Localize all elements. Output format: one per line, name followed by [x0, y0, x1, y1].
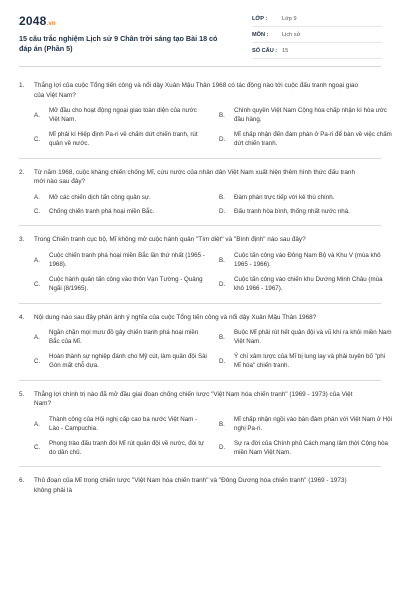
question-4 — [19, 313, 392, 376]
question-number: 1. — [19, 82, 25, 89]
option-text: Thành công của Hội nghị cấp cao ba nước Việt Nam - Lào - Campuchia. — [49, 415, 198, 433]
option-c[interactable] — [34, 352, 207, 371]
meta-subject — [252, 29, 382, 43]
option-text: Mở đầu cho hoạt động ngoại giao toàn diện của nước Việt Nam. — [49, 107, 197, 124]
option-d[interactable] — [219, 352, 392, 371]
question-number: 6. — [19, 477, 25, 485]
page-header — [0, 0, 400, 60]
question-2 — [19, 168, 381, 222]
question-1 — [19, 81, 392, 154]
question-text: Thủ đoạn của Mĩ trong chiến lược "Việt Nam hóa chiến tranh" và "Đông Dương hóa chiến tranh" (1969 - 1973) không phải là — [34, 477, 347, 494]
question-number: 3. — [19, 236, 25, 244]
option-text: Ý chí xâm lược của Mĩ bị lung lay và phải tuyên bố "phi Mĩ hóa" chiến tranh. — [234, 352, 386, 370]
question-text: Thắng lợi chính trị nào đã mở đầu giai đoạn chống chiến lược "Việt Nam hóa chiến tranh" (1969 - 1973) của Việt Nam? — [34, 390, 353, 408]
options — [34, 193, 381, 222]
logo-main: 2048 — [19, 14, 47, 28]
question-6-stem — [19, 476, 381, 495]
option-text: Mĩ chấp nhận đến đàm phán ở Pa-ri để bàn về việc chấm dứt chiến tranh. — [234, 130, 392, 148]
option-letter: B. — [219, 333, 225, 341]
question-number: 5. — [19, 390, 25, 398]
question-text: Nội dung nào sau đây phản ánh ý nghĩa của cuộc Tổng tiến công và nổi dậy Xuân Mậu Thân 1968? — [34, 313, 317, 321]
option-a[interactable] — [34, 251, 207, 270]
question-2-stem — [19, 168, 381, 187]
option-c[interactable] — [34, 439, 207, 458]
option-letter: C. — [34, 357, 41, 365]
options — [34, 415, 392, 463]
option-text: Mĩ chấp nhận ngồi vào bàn đàm phán với Việt Nam ở Hội nghị Pa-ri. — [234, 415, 392, 433]
option-letter: A. — [34, 193, 40, 201]
option-letter: B. — [219, 193, 225, 201]
option-c[interactable] — [34, 130, 207, 149]
option-text: Mĩ phải kí Hiệp định Pa-ri về chấm dứt chiến tranh, rút quân về nước. — [49, 130, 198, 148]
question-3 — [19, 235, 381, 298]
option-letter: D. — [219, 135, 226, 143]
option-text: Chống chiến tranh phá hoại miền Bắc. — [49, 208, 155, 216]
option-letter: D. — [219, 444, 226, 452]
question-4-stem — [19, 313, 381, 323]
option-text: Cuộc hành quân tấn công vào thôn Vạn Tường - Quảng Ngãi (8/1965). — [49, 275, 203, 293]
option-text: Đấu tranh hòa bình, thống nhất nước nhà. — [234, 208, 350, 216]
option-b[interactable] — [219, 251, 392, 270]
question-text: Thắng lợi của cuộc Tổng tiến công và nổi dậy Xuân Mậu Thân 1968 có tác động nào tới cuộc đấu tranh ngoại giao của Việt Nam? — [34, 82, 358, 99]
meta-class — [252, 13, 382, 27]
options — [34, 251, 381, 299]
option-d[interactable] — [219, 130, 392, 149]
question-separator — [19, 380, 381, 381]
option-a[interactable] — [34, 415, 207, 434]
header-divider — [19, 66, 381, 67]
option-letter: B. — [219, 256, 225, 264]
meta-count-value: 15 — [282, 48, 289, 54]
option-letter: B. — [219, 420, 225, 428]
question-5-stem — [19, 390, 381, 409]
question-separator — [19, 225, 381, 226]
question-3-stem — [19, 235, 381, 245]
option-text: Cuộc tấn công vào chiến khu Dương Minh Châu (mùa khô 1966 - 1967). — [234, 275, 383, 293]
meta-subject-value: Lịch sử — [282, 32, 301, 38]
option-c[interactable] — [34, 275, 207, 294]
question-text: Từ năm 1968, cuộc kháng chiến chống Mĩ, cứu nước của nhân dân Việt Nam xuất hiện thêm hình thức đấu tranh mới nào sau đây? — [34, 168, 356, 186]
option-text: Đàm phán trực tiếp với kẻ thù chính. — [234, 193, 335, 201]
option-text: Buộc Mĩ phải rút hết quân đội và vũ khí ra khỏi miền Nam Việt Nam. — [234, 329, 392, 346]
option-letter: C. — [34, 444, 41, 452]
option-letter: D. — [219, 357, 226, 365]
option-b[interactable] — [219, 193, 392, 202]
option-text: Cuộc tấn công vào Đông Nam Bộ và Khu V (mùa khô 1965 - 1966). — [234, 251, 381, 269]
option-letter: A. — [34, 256, 40, 264]
option-letter: C. — [34, 208, 41, 216]
option-text: Sự ra đời của Chính phủ Cách mạng lâm thời Cộng hòa miền Nam Việt Nam. — [234, 439, 388, 456]
option-letter: B. — [219, 111, 225, 119]
meta-count — [252, 45, 382, 59]
meta-subject-label: MÔN : — [252, 32, 269, 38]
question-separator — [19, 158, 381, 159]
question-text: Trong Chiến tranh cục bộ, Mĩ không mở cuộc hành quân "Tìm diệt" và "Bình định" nào sau đây? — [34, 236, 306, 244]
option-letter: A. — [34, 333, 40, 341]
option-text: Mở các chiến dịch tấn công quân sự. — [49, 193, 151, 201]
meta-count-label: SỐ CÂU : — [252, 48, 278, 54]
option-c[interactable] — [34, 207, 207, 216]
option-a[interactable] — [34, 106, 207, 125]
option-d[interactable] — [219, 207, 392, 216]
question-6 — [19, 476, 381, 495]
option-a[interactable] — [34, 328, 207, 347]
question-number: 4. — [19, 313, 25, 321]
option-d[interactable] — [219, 439, 392, 458]
option-d[interactable] — [219, 275, 392, 294]
logo-suffix: .vn — [46, 21, 56, 27]
option-a[interactable] — [34, 193, 207, 202]
option-text: Hoàn thành sự nghiệp đánh cho Mỹ cút, làm quân đội Sài Gòn mất chỗ dựa. — [49, 352, 207, 370]
question-number: 2. — [19, 168, 25, 176]
option-b[interactable] — [219, 415, 392, 434]
question-separator — [19, 303, 381, 304]
question-list — [19, 81, 392, 495]
site-logo[interactable] — [19, 14, 56, 28]
question-1-stem — [19, 81, 381, 100]
document-title: 15 câu trắc nghiệm Lịch sử 9 Chân trời sáng tạo Bài 18 có đáp án (Phần 5) — [19, 34, 218, 53]
option-b[interactable] — [219, 106, 392, 125]
option-letter: A. — [34, 420, 40, 428]
option-letter: C. — [34, 280, 41, 288]
option-text: Phong trào đấu tranh đòi Mĩ rút quân đội về nước, đòi tự do dân chủ. — [49, 439, 205, 456]
option-text: Chính quyền Việt Nam Cộng hòa chấp nhận kí hòa ước đầu hàng. — [234, 107, 387, 124]
question-5 — [19, 390, 392, 463]
options — [34, 328, 392, 376]
meta-class-value: Lớp 9 — [282, 16, 297, 22]
option-letter: D. — [219, 280, 226, 288]
meta-info — [252, 13, 382, 61]
meta-class-label: LỚP : — [252, 16, 268, 22]
options — [34, 106, 392, 154]
option-letter: A. — [34, 111, 40, 119]
option-letter: C. — [34, 135, 41, 143]
option-letter: D. — [219, 208, 226, 216]
option-b[interactable] — [219, 328, 392, 347]
question-separator — [19, 466, 381, 467]
option-text: Ngăn chặn mọi mưu đồ gây chiến tranh phá hoại miền Bắc của Mĩ. — [49, 329, 199, 346]
option-text: Cuộc chiến tranh phá hoại miền Bắc lần thứ nhất (1965 - 1968). — [49, 251, 205, 269]
